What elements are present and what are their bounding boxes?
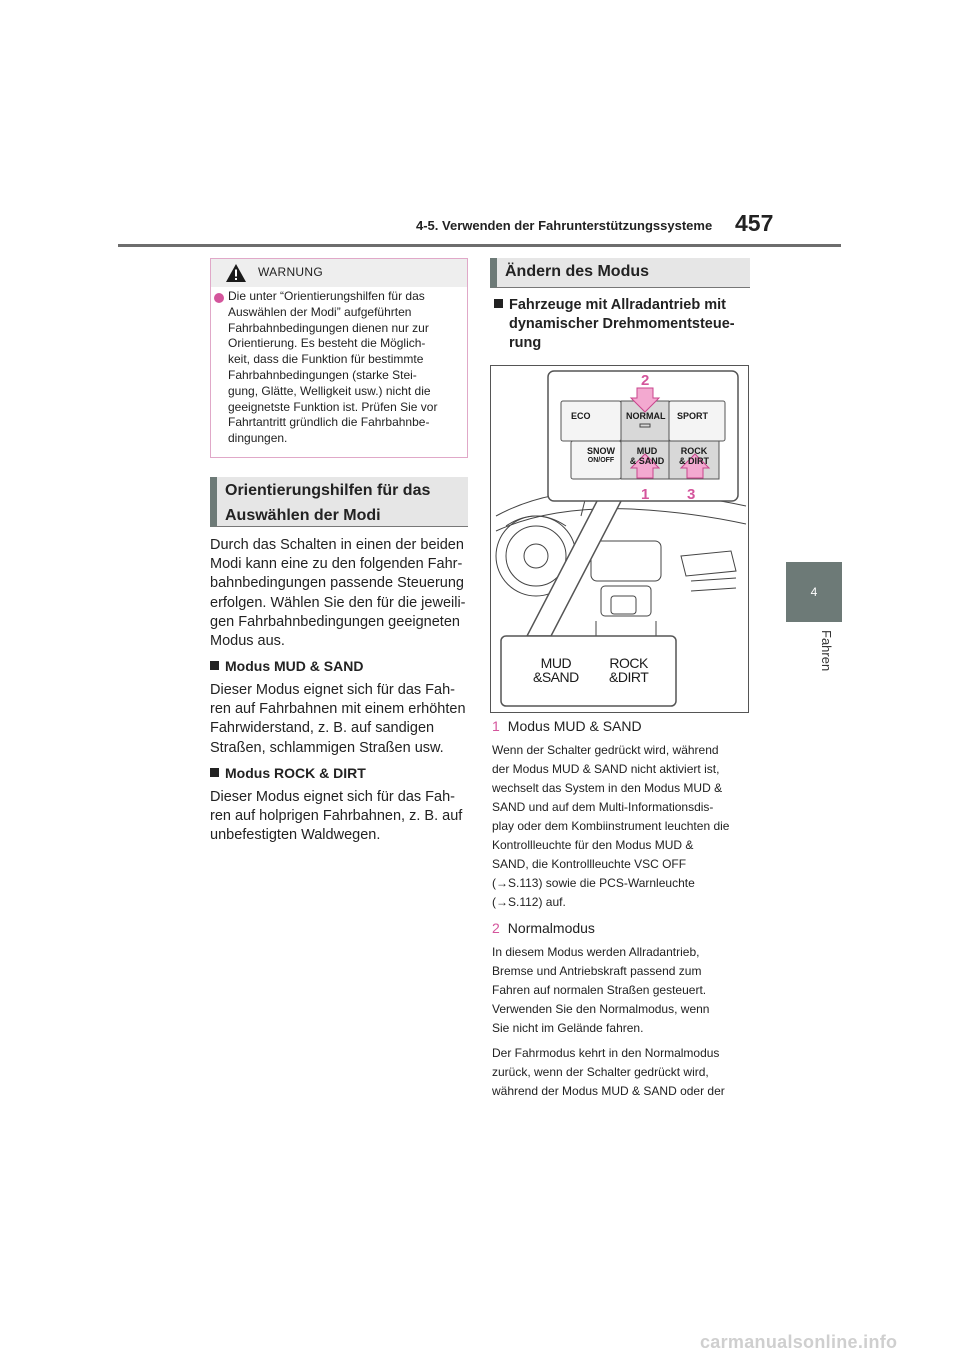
page-ref-link-112[interactable]: (→S.112) auf. [492,895,566,909]
normal-button-label: NORMAL [626,411,666,421]
rock-dirt-heading: Modus ROCK & DIRT [210,765,366,781]
page-number: 457 [735,210,774,236]
chapter-label: Fahren [819,630,834,672]
rock-dirt-paragraph: Dieser Modus eignet sich für das Fah- ren auf holprigen Fahrbahnen, z. B. auf unbefestigten Waldwegen. [210,789,463,844]
step-1-description: Wenn der Schalter gedrückt wird, während der Modus MUD & SAND nicht aktiviert ist, wechselt das System in den Modus MUD & SAND und auf dem Multi-Informationsdis- play oder dem Kombiinstrument leuchten die Kontrollleuchte für den Modus MUD & SAND, die Kontrollleuchte VSC OFF (→S.113) sowie die PCS-Warnleuchte (→S.112) auf. [492,741,754,912]
step-number: 1 [492,718,500,734]
snow-button-label: SNOW ON/OFF [587,446,615,464]
section-title-change-mode: Ändern des Modus [490,258,750,288]
step-1-heading: 1 Modus MUD & SAND [492,718,642,734]
callout-number-3: 3 [687,486,696,503]
intro-paragraph: Durch das Schalten in einen der beiden Modi kann eine zu den folgenden Fahr- bahnbedingungen passende Steuerung erfolgen. Wählen Sie den für die jeweili- gen Fahrbahnbedingungen geeigneten Modus aus. [210,537,466,650]
mud-sand-button-label: MUD & SAND [629,446,665,466]
rock-dirt-button-label: ROCK & DIRT [679,446,709,466]
step-number: 2 [492,920,500,936]
square-bullet-icon [494,299,503,308]
awd-subheading: Fahrzeuge mit Allradantrieb mit dynamischer Drehmomentsteue- rung [494,296,754,353]
mud-sand-paragraph: Dieser Modus eignet sich für das Fah- ren auf Fahrbahnen mit einem erhöhten Fahrwiderstand, z. B. auf sandigen Straßen, schlammigen Straßen usw. [210,682,466,756]
step-2-heading: 2 Normalmodus [492,920,595,936]
page-ref-link-113[interactable]: (→S.113) sowie die PCS-Warnleuchte [492,876,695,890]
eco-button-label: ECO [571,411,591,421]
watermark: carmanualsonline.info [700,1332,898,1352]
warning-title: WARNUNG [258,265,323,279]
section-header: 4-5. Verwenden der Fahrunterstützungssysteme [416,218,713,233]
square-bullet-icon [210,768,219,777]
warning-header [211,259,467,287]
display-rock-dirt-indicator: ROCK &DIRT [609,655,649,685]
display-mud-sand-indicator: MUD &SAND [533,655,579,685]
mode-switch-illustration [490,365,749,713]
chapter-tab[interactable]: 4 [786,562,842,622]
mud-sand-heading: Modus MUD & SAND [210,658,363,674]
header-divider [118,244,841,247]
warning-text: Die unter “Orientierungshilfen für das Auswählen der Modi” aufgeführten Fahrbahnbedingungen dienen nur zur Orientierung. Es besteht die Möglich- keit, dass die Funktion für bestimmte Fahrbahnbedingungen (starke Stei- gung, Glätte, Welligkeit usw.) nicht die geeignetste Funktion ist. Prüfen Sie vor Fahrtantritt gründlich die Fahrbahnbe- dingungen. [228,289,438,446]
callout-number-1: 1 [641,486,650,503]
section-title-orientation: Orientierungshilfen für das Auswählen der Modi [210,477,468,527]
callout-number-2: 2 [641,372,650,389]
warning-triangle-icon [225,263,247,283]
square-bullet-icon [210,661,219,670]
step-2-description: In diesem Modus werden Allradantrieb, Bremse und Antriebskraft passend zum Fahren auf normalen Straßen gesteuert. Verwenden Sie den Normalmodus, wenn Sie nicht im Gelände fahren. [492,945,710,1035]
bullet-dot-icon [214,293,224,303]
step-2-note: Der Fahrmodus kehrt in den Normalmodus zurück, wenn der Schalter gedrückt wird, während der Modus MUD & SAND oder der [492,1046,725,1098]
sport-button-label: SPORT [677,411,709,421]
